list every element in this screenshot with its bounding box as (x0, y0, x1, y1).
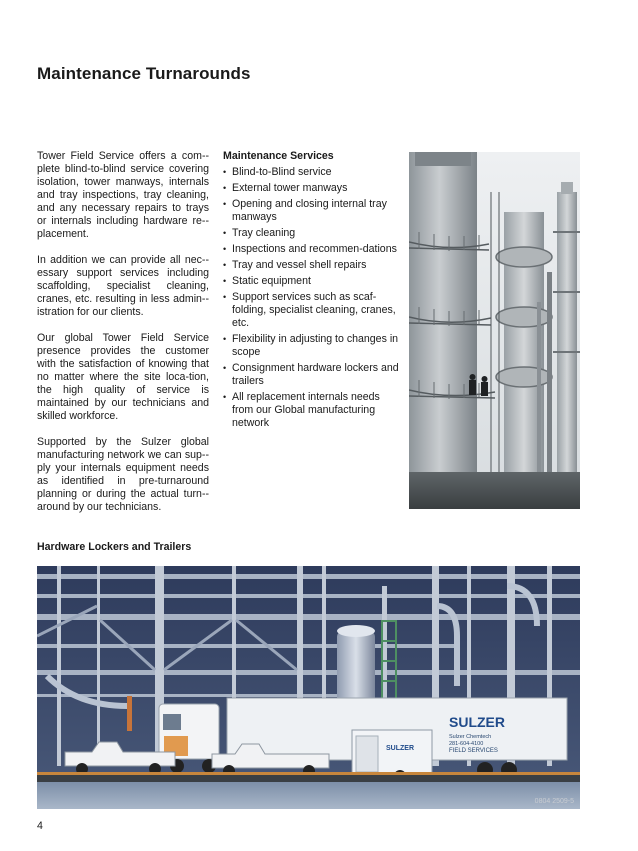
service-item: • Tray cleaning (223, 227, 399, 240)
services-heading: Maintenance Services (223, 150, 334, 162)
service-item: • Flexibility in adjusting to changes in scope (223, 333, 399, 359)
service-item: • Consignment hardware lockers and trailers (223, 362, 399, 388)
locker-brand: SULZER (386, 745, 414, 752)
intro-paragraph: Supported by the Sulzer global manufacturing network we can sup-ply your internals equipment needs as identified in pre-turnaround planning or during the actual turn-around by our technicians. (37, 436, 209, 513)
service-item: • Opening and closing internal tray manways (223, 198, 399, 224)
photo-code: 0804 2509-5 (534, 798, 574, 805)
service-item: • Inspections and recommen-dations (223, 243, 399, 256)
trailer-company: Sulzer Chemtech (449, 734, 492, 740)
service-item: • Tray and vessel shell repairs (223, 259, 399, 272)
hardware-trailer-photo (37, 566, 580, 809)
intro-paragraph: Our global Tower Field Service presence provides the customer with the satisfaction of knowing that no matter where the site loca-tion, the high quality of service is maintained by our technicians and skilled workforce. (37, 332, 209, 422)
hardware-section-heading: Hardware Lockers and Trailers (37, 541, 192, 553)
services-column (223, 150, 399, 433)
trailer-brand: SULZER (449, 714, 505, 730)
intro-paragraph: Tower Field Service offers a com-plete blind-to-blind service covering isolation, tower manways, internals and tray inspections, tray cleaning, and any necessary repairs to trays or internals including hardware re-placement. (37, 150, 209, 240)
service-item: • Blind-to-Blind service (223, 166, 399, 179)
service-item: • Static equipment (223, 275, 399, 288)
service-item: • External tower manways (223, 182, 399, 195)
trailer-phone: 281-604-4100 (449, 741, 484, 747)
page-number: 4 (37, 820, 43, 832)
trailer-division: FIELD SERVICES (449, 748, 498, 754)
intro-column (37, 150, 209, 527)
service-item: • All replacement internals needs from our Global manufacturing network (223, 391, 399, 430)
page-title: Maintenance Turnarounds (37, 64, 251, 83)
service-item: • Support services such as scaf-folding, specialist cleaning, cranes, etc. (223, 291, 399, 330)
intro-paragraph: In addition we can provide all nec-essary support services including scaffolding, specialist cleaning, cranes, etc. resulting in less admin-istration for our clients. (37, 254, 209, 318)
services-list (223, 166, 399, 430)
distillation-tower-photo (409, 152, 580, 509)
